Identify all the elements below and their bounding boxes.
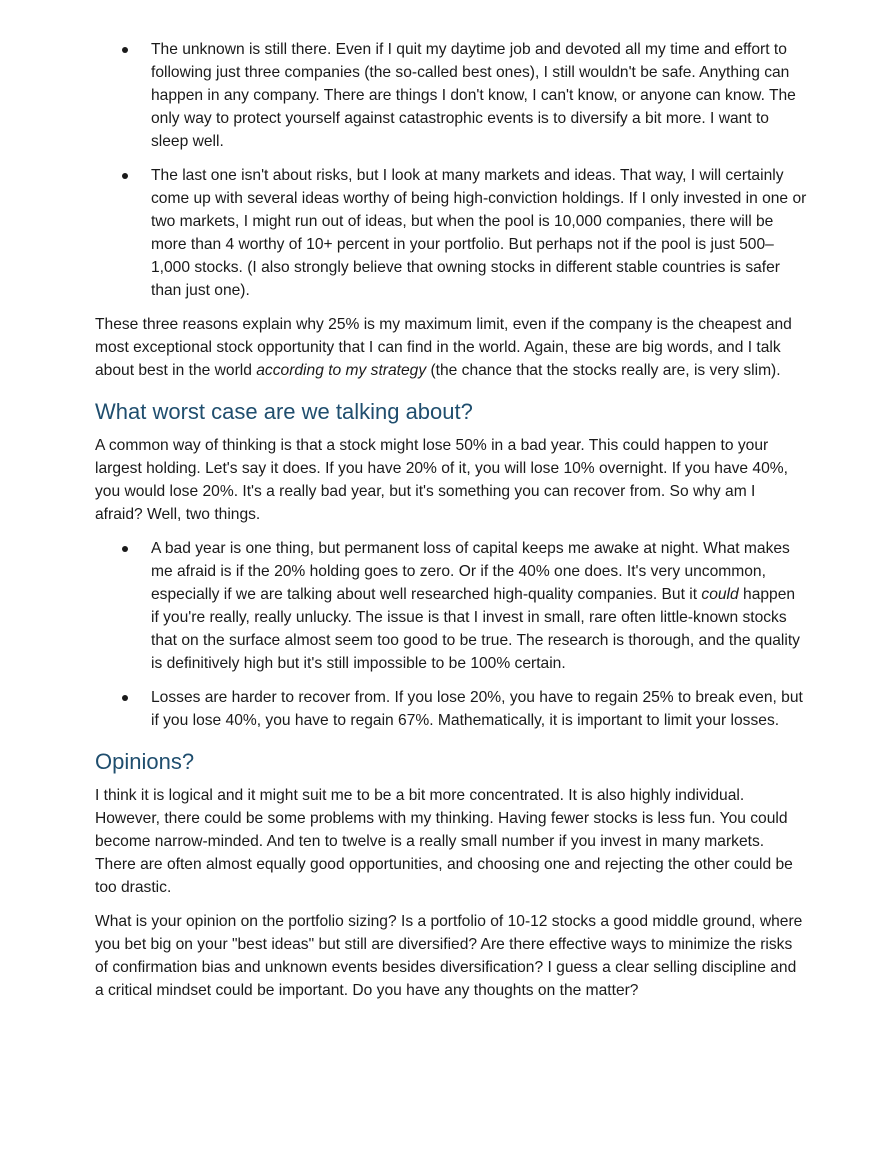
bullet-text: Losses are harder to recover from. If you lose 20%, you have to regain 25% to break even, but if you lose 40%, you have to regain 67%. Mathematically, it is important to limit your losses. — [151, 689, 803, 729]
top-bullet-list — [95, 38, 807, 302]
list-item — [95, 686, 807, 732]
worst-case-bullet-list — [95, 537, 807, 732]
worst-case-intro: A common way of thinking is that a stock might lose 50% in a bad year. This could happen to your largest holding. Let's say it does. If you have 20% of it, you will lose 10% overnight. If you have 40%, you would lose 20%. It's a really bad year, but it's something you can recover from. So why am I afraid? Well, two things. — [95, 437, 788, 523]
bullet-emphasis: could — [701, 586, 739, 603]
bullet-text: The last one isn't about risks, but I look at many markets and ideas. That way, I will certainly come up with several ideas worthy of being high-conviction holdings. If I only invested in one or two markets, I might run out of ideas, but when the pool is 10,000 companies, there will be more than 4 worthy of 10+ percent in your portfolio. But perhaps not if the pool is just 500–1,000 stocks. (I also strongly believe that owning stocks in different stable countries is safer than just one). — [151, 167, 807, 299]
opinions-paragraph-2: What is your opinion on the portfolio sizing? Is a portfolio of 10-12 stocks a good middle ground, where you bet big on your "best ideas" but still are diversified? Are there effective ways to minimize the risks of confirmation bias and unknown events besides diversification? I guess a clear selling discipline and a critical mindset could be important. Do you have any thoughts on the matter? — [95, 913, 803, 999]
opinions-paragraph-1: I think it is logical and it might suit me to be a bit more concentrated. It is also highly individual. However, there could be some problems with my thinking. Having fewer stocks is less fun. You could become narrow-minded. And ten to twelve is a really small number if you invest in many markets. There are often almost equally good opportunities, and choosing one and rejecting the other could be too drastic. — [95, 787, 793, 896]
bullet-icon — [122, 546, 128, 552]
reasons-text-before: These three reasons explain why 25% is my maximum limit, even if the company is the cheapest and most exceptional stock opportunity that I can find in the world. Again, these are big words, and I talk about best in the world — [95, 316, 792, 379]
list-item — [95, 164, 807, 302]
bullet-text-after: happen if you're really, really unlucky. The issue is that I invest in small, rare often little-known stocks that on the surface almost seem too good to be true. The research is thorough, and the quality is definitively high but it's still impossible to be 100% certain. — [151, 586, 800, 672]
bullet-icon — [122, 695, 128, 701]
list-item — [95, 38, 807, 153]
reasons-text-after: (the chance that the stocks really are, is very slim). — [426, 362, 781, 379]
bullet-icon — [122, 47, 128, 53]
bullet-icon — [122, 173, 128, 179]
document-page — [95, 38, 807, 1013]
reasons-paragraph — [95, 313, 807, 382]
bullet-text-before: A bad year is one thing, but permanent loss of capital keeps me awake at night. What makes me afraid is if the 20% holding goes to zero. Or if the 40% one does. It's very uncommon, especially if we are talking about well researched high-quality companies. But it — [151, 540, 790, 603]
section-heading-worst-case: What worst case are we talking about? — [95, 399, 473, 424]
section-heading-opinions: Opinions? — [95, 749, 195, 774]
list-item — [95, 537, 807, 675]
bullet-text: The unknown is still there. Even if I quit my daytime job and devoted all my time and effort to following just three companies (the so-called best ones), I still wouldn't be safe. Anything can happen in any company. There are things I don't know, I can't know, or anyone can know. The only way to protect yourself against catastrophic events is to diversify a bit more. I want to sleep well. — [151, 41, 796, 150]
reasons-emphasis: according to my strategy — [256, 362, 427, 379]
